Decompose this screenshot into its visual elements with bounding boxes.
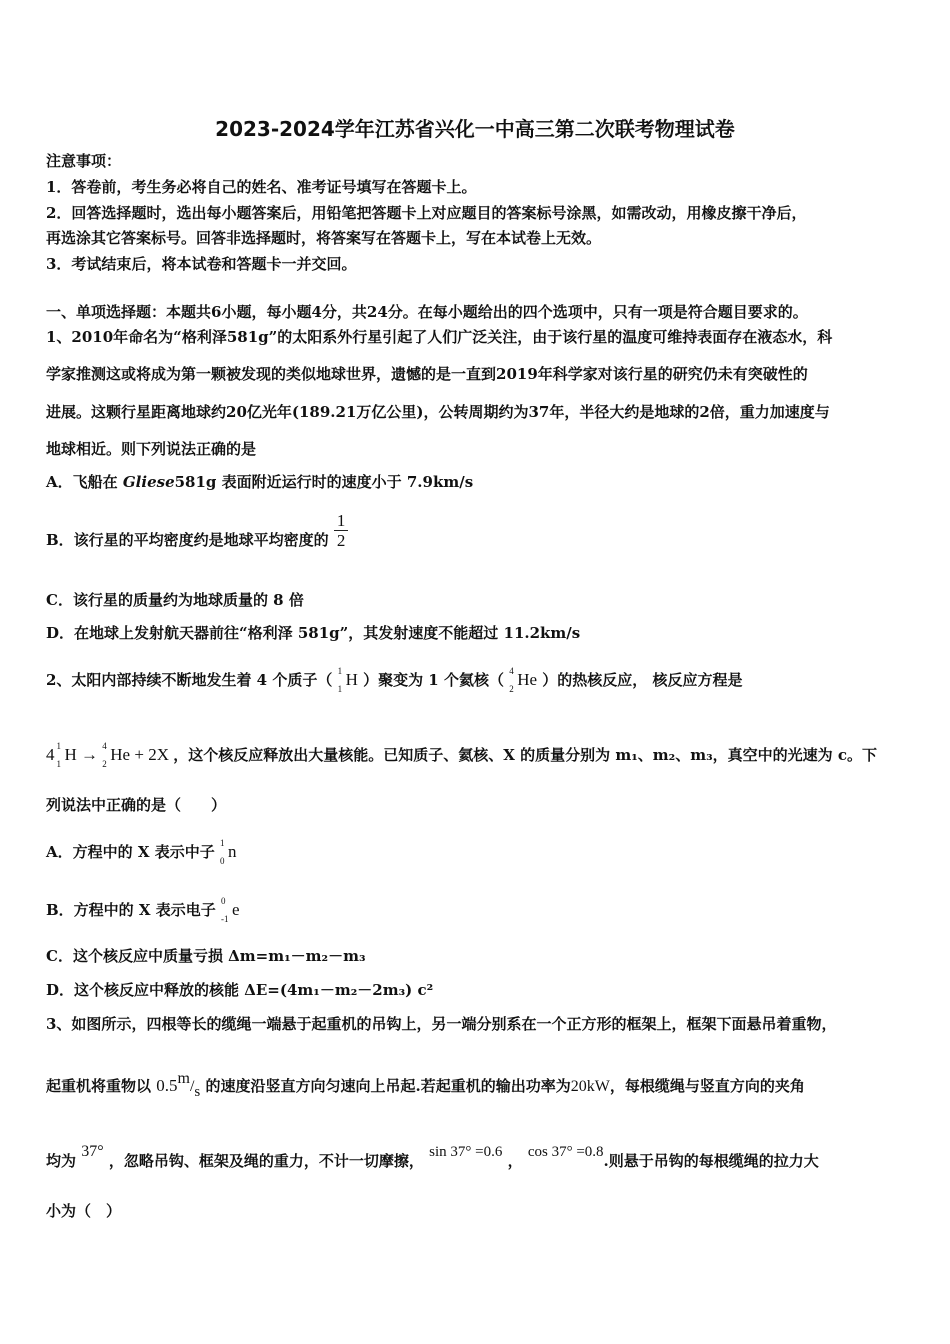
q1-option-b [46, 510, 348, 550]
q2-option-a [46, 838, 237, 866]
q3-line-3-b: ，忽略吊钩、框架及绳的重力，不计一切摩擦， [108, 1152, 424, 1170]
nuclide-atomic-number: 1 [56, 759, 61, 769]
q1-line-2: 学家推测这或将成为第一颗被发现的类似地球世界，遗憾的是一直到2019年科学家对该行星的研究仍未有突破性的 [46, 365, 808, 383]
hydrogen-nuclide [337, 666, 358, 694]
q3-velocity-unit-s: s [194, 1084, 201, 1100]
q2-option-a-text: A．方程中的 X 表示中子 [46, 843, 215, 861]
nuclide-symbol: e [232, 900, 240, 919]
q3-cos-value: cos 37° =0.8 [527, 1144, 604, 1160]
q2-option-c: C．这个核反应中质量亏损 Δm=m₁－m₂－m₃ [46, 947, 366, 965]
q2-option-b [46, 896, 240, 924]
q2-option-d: D．这个核反应中释放的核能 ΔE=(4m₁－m₂－2m₃) c² [46, 981, 434, 999]
q1-option-b-fraction [334, 511, 349, 550]
q1-line-4: 地球相近。则下列说法正确的是 [46, 440, 257, 458]
q3-velocity-value: 0.5 [156, 1076, 178, 1095]
notice-line-4: 3．考试结束后，将本试卷和答题卡一并交回。 [46, 255, 357, 273]
q1-option-c: C．该行星的质量约为地球质量的 8 倍 [46, 591, 304, 609]
q2-line-2-text: ，这个核反应释放出大量核能。已知质子、氦核、X 的质量分别为 m₁、m₂、m₃，真空中的光速为 c。下 [173, 746, 878, 764]
q2-line-1-a: 2、太阳内部持续不断地发生着 4 个质子（ [46, 671, 333, 689]
page-title: 2023-2024学年江苏省兴化一中高三第二次联考物理试卷 [215, 117, 735, 141]
neutron-nuclide [219, 838, 237, 866]
q1-option-d: D．在地球上发射航天器前往“格利泽 581g”，其发射速度不能超过 11.2km/s [46, 624, 581, 642]
q3-line-3 [46, 1143, 819, 1172]
nuclide-symbol: H [64, 745, 77, 764]
q3-line-3-c: .则悬于吊钩的每根缆绳的拉力大 [603, 1152, 819, 1170]
q1-line-1: 1、2010年命名为“格利泽581g”的太阳系外行星引起了人们广泛关注，由于该行星的温度可维持表面存在液态水，科 [46, 328, 833, 346]
q1-option-a-pre: A．飞船在 [46, 473, 123, 491]
q2-line-1-c: ）的热核反应， 核反应方程是 [542, 671, 743, 689]
q2-option-b-text: B．方程中的 X 表示电子 [46, 901, 216, 919]
q3-line-2-a: 起重机将重物以 [46, 1077, 152, 1095]
q3-line-1: 3、如图所示，四根等长的缆绳一端悬于起重机的吊钩上，另一端分别系在一个正方形的框架上，框架下面悬吊着重物， [46, 1015, 837, 1033]
q3-line-2-b: 的速度沿竖直方向匀速向上吊起.若起重机的输出功率为 [205, 1077, 571, 1095]
q2-line-1-b: ）聚变为 1 个氦核（ [363, 671, 504, 689]
q1-option-b-text: B．该行星的平均密度约是地球平均密度的 [46, 531, 329, 549]
q3-angle: 37° [81, 1143, 104, 1160]
q1-line-3: 进展。这颗行星距离地球约20亿光年(189.21万亿公里)，公转周期约为37年，半径大约是地球的2倍，重力加速度与 [46, 403, 830, 421]
q2-line-1 [46, 666, 743, 694]
notice-line-1: 1．答卷前，考生务必将自己的姓名、准考证号填写在答题卡上。 [46, 178, 477, 196]
reaction-equation [46, 741, 173, 769]
nuclide-atomic-number: 2 [102, 759, 107, 769]
nuclide-symbol: n [227, 842, 237, 861]
notice-line-3: 再选涂其它答案标号。回答非选择题时，将答案写在答题卡上，写在本试卷上无效。 [46, 229, 602, 247]
equation-coefficient: 4 [46, 745, 55, 764]
q3-velocity-unit-m: m [177, 1070, 190, 1087]
q3-power-value: 20kW [570, 1078, 610, 1095]
fraction-numerator: 1 [334, 511, 349, 531]
nuclide-mass-number: 1 [337, 666, 343, 676]
q3-line-2-c: ，每根缆绳与竖直方向的夹角 [609, 1077, 805, 1095]
nuclide-atomic-number: 1 [337, 684, 343, 694]
nuclide-mass-number: 0 [221, 896, 226, 906]
electron-nuclide [221, 896, 240, 924]
nuclide-mass-number: 1 [56, 741, 61, 751]
nuclide-symbol: He [517, 670, 538, 689]
q1-option-a [46, 472, 473, 492]
q2-line-3: 列说法中正确的是（ ） [46, 796, 227, 814]
notice-heading: 注意事项： [46, 152, 122, 170]
section-heading: 一、单项选择题：本题共6小题，每小题4分，共24分。在每小题给出的四个选项中，只有一项是符合题目要求的。 [46, 303, 808, 321]
q3-line-4: 小为（ ） [46, 1202, 122, 1220]
nuclide-atomic-number: 2 [509, 684, 514, 694]
equation-hydrogen [56, 741, 77, 769]
q3-line-3-a: 均为 [46, 1152, 77, 1170]
nuclide-atomic-number: -1 [221, 914, 229, 924]
nuclide-mass-number: 1 [219, 838, 225, 848]
fraction-denominator: 2 [336, 530, 346, 550]
nuclide-mass-number: 4 [102, 741, 107, 751]
nuclide-mass-number: 4 [509, 666, 514, 676]
q2-line-2 [46, 741, 878, 769]
q3-sin-value: sin 37° =0.6 [429, 1144, 503, 1160]
q3-comma: ， [507, 1152, 523, 1170]
q3-line-2: 起重机将重物以 0.5m/s 的速度沿竖直方向匀速向上吊起.若起重机的输出功率为20kW，每根缆绳与竖直方向的夹角 [46, 1070, 805, 1100]
helium-nuclide [509, 666, 538, 694]
notice-line-2: 2．回答选择题时，选出每小题答案后，用铅笔把答题卡上对应题目的答案标号涂黑，如需改动，用橡皮擦干净后， [46, 204, 807, 222]
nuclide-symbol: He [110, 745, 131, 764]
equation-helium [102, 741, 131, 769]
q1-option-a-italic: Gliese [122, 473, 175, 491]
equation-tail: + 2X [134, 745, 169, 764]
nuclide-symbol: H [345, 670, 358, 689]
reaction-arrow: → [81, 745, 99, 764]
q1-option-a-post: 581g 表面附近运行时的速度小于 7.9km/s [174, 473, 474, 491]
nuclide-atomic-number: 0 [219, 856, 225, 866]
